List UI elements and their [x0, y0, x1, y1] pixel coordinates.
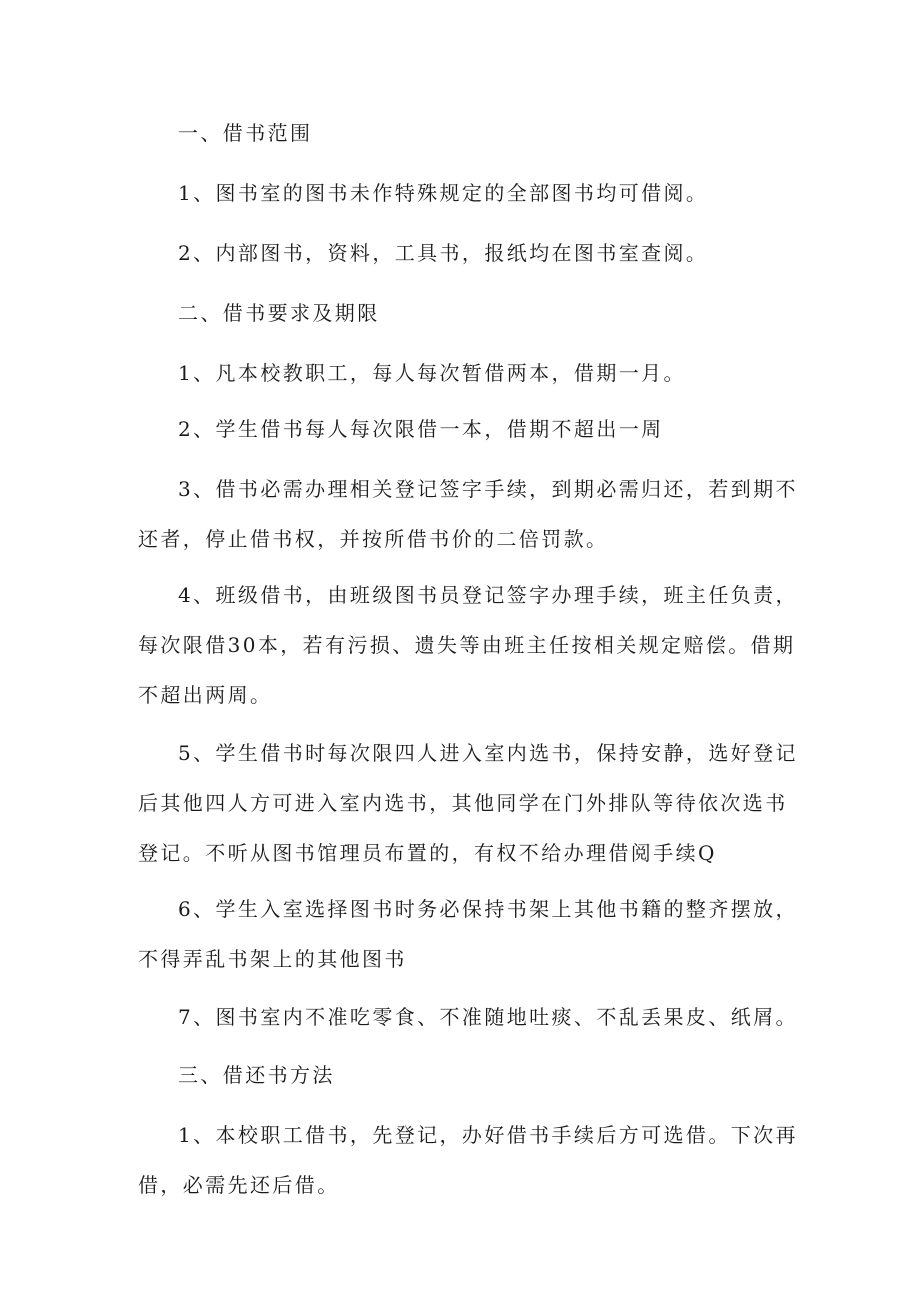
- rule-paragraph: 2、学生借书每人每次限借一本，借期不超出一周: [178, 417, 664, 441]
- rule-paragraph: 5、学生借书时每次限四人进入室内选书，保持安静，选好登记后其他四人方可进入室内选书，其他同学在门外排队等待依次选书登记。不听从图书馆理员布置的，有权不给办理借阅手续Q: [138, 741, 798, 865]
- section-heading-requirements: 二、借书要求及期限: [178, 301, 380, 325]
- rule-paragraph: 6、学生入室选择图书时务必保持书架上其他书籍的整齐摆放，不得弄乱书架上的其他图书: [138, 897, 798, 971]
- rule-paragraph: 1、凡本校教职工，每人每次暂借两本，借期一月。: [178, 361, 686, 385]
- rule-paragraph: 2、内部图书，资料，工具书，报纸均在图书室查阅。: [178, 241, 709, 265]
- rule-paragraph: 3、借书必需办理相关登记签字手续，到期必需归还，若到期不还者，停止借书权，并按所借书价的二倍罚款。: [138, 477, 798, 551]
- rule-paragraph: 7、图书室内不准吃零食、不准随地吐痰、不乱丢果皮、纸屑。: [178, 1005, 798, 1029]
- rule-paragraph: 1、图书室的图书未作特殊规定的全部图书均可借阅。: [178, 181, 709, 205]
- rule-paragraph: 1、本校职工借书，先登记，办好借书手续后方可选借。下次再借，必需先还后借。: [138, 1123, 798, 1197]
- rule-paragraph: 4、班级借书，由班级图书员登记签字办理手续，班主任负责，每次限借30本，若有污损、遗失等由班主任按相关规定赔偿。借期不超出两周。: [138, 583, 798, 707]
- section-heading-borrow-return-method: 三、借还书方法: [178, 1063, 335, 1087]
- section-heading-borrow-scope: 一、借书范围: [178, 121, 313, 145]
